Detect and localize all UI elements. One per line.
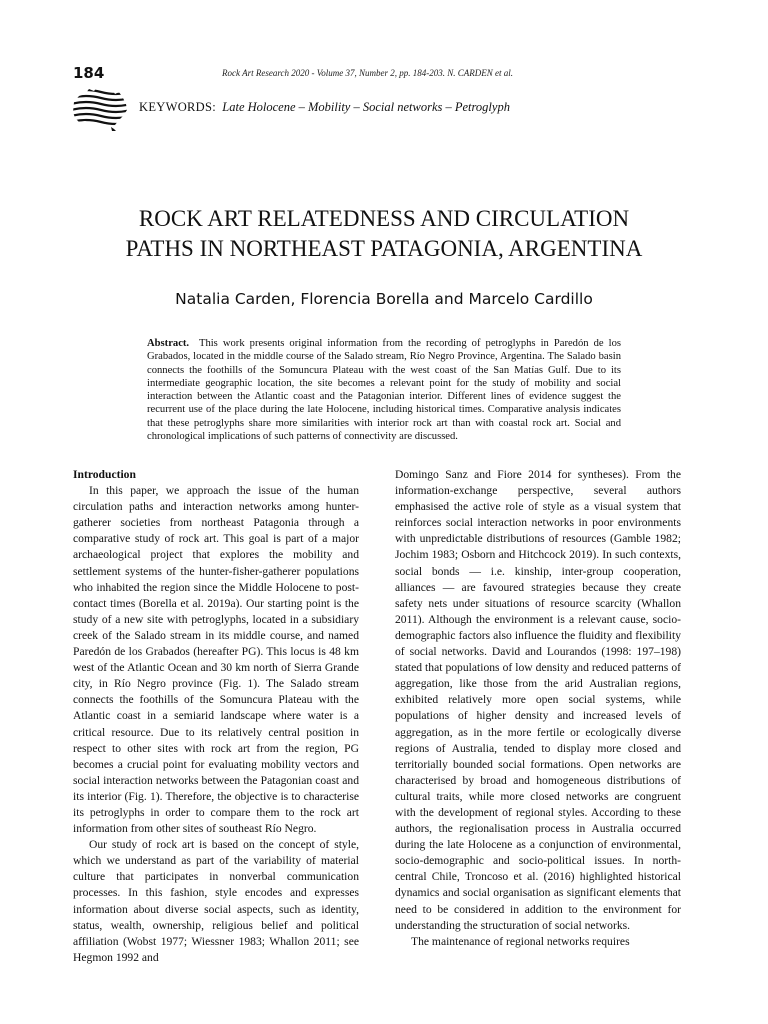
article-title	[60, 204, 708, 264]
keywords-label: KEYWORDS:	[139, 100, 217, 114]
title-line-1: ROCK ART RELATEDNESS AND CIRCULATION	[138, 206, 630, 231]
page-number: 184	[73, 64, 105, 82]
paragraph: Domingo Sanz and Fiore 2014 for syntheses). From the information-exchange perspective, several authors emphasised the active role of style as a visual system that reinforces social interaction networks in poor environments with unpredictable distributions of resources (Gamble 1982; Jochim 1983; Osborn and Hitchcock 2019). In such contexts, social bonds — i.e. kinship, inter-group cooperation, alliances — are favoured strategies because they create safety nets under situations of resource scarcity (Whallon 2011). Although the environment is a relevant cause, socio-demographic factors also influence the fluidity and flexibility of social networks. David and Lourandos (1998: 197–198) stated that populations of low density and reduced patterns of aggregation, like those from the arid Australian regions, exhibited relatively more open social systems, while populations of higher density and increased levels of aggregation, as in the more fertile or ecologically diverse regions of Australia, tended to display more closed and territorially bounded social formations. Open networks are characterised by broad and homogeneous distributions of cultural traits, while more closed networks are congruent with the development of regional styles. According to these authors, the regionalisation process in Australia occurred during the late Holocene as a conjunction of environmental, socio-demographic and socio-political issues. In north-central Chile, Troncoso et al. (2016) highlighted historical dynamics and social organisation as significant elements that need to be considered in addition to the environment for understanding the structuration of social networks.	[395, 468, 681, 932]
left-column	[73, 467, 359, 966]
paragraph: In this paper, we approach the issue of the human circulation paths and interaction networks among hunter-gatherer societies from northeast Patagonia through a comparative study of rock art. This goal is part of a major archaeological project that explores the mobility and settlement systems of the hunter-fisher-gatherer populations who inhabited the region since the Middle Holocene to post-contact times (Borella et al. 2019a). Our starting point is the study of a new site with petroglyphs, located in a subsidiary creek of the Salado stream in its middle course, and named Paredón de los Grabados (hereafter PG). This locus is 48 km west of the Atlantic Ocean and 30 km north of Sierra Grande city, in Río Negro province (Fig. 1). The Salado stream connects the foothills of the Somuncura Plateau with the Atlantic coast in a semiarid landscape where water is a critical resource. Due to its relatively central position in respect to other sites with rock art from the region, PG becomes a crucial point for evaluating mobility vectors and social interaction networks between the Patagonian coast and its interior (Fig. 1). Therefore, the objective is to characterise its petroglyphs in order to compare them to the rock art information from other sites of southeast Río Negro.	[73, 484, 359, 836]
keywords	[139, 100, 510, 115]
introduction-heading: Introduction	[73, 468, 136, 481]
australia-map-logo-icon	[71, 82, 129, 132]
abstract	[147, 337, 621, 443]
right-column	[395, 467, 681, 950]
authors: Natalia Carden, Florencia Borella and Marcelo Cardillo	[175, 290, 593, 308]
paragraph: The maintenance of regional networks requires	[411, 934, 630, 948]
running-head: Rock Art Research 2020 - Volume 37, Number 2, pp. 184-203. N. CARDEN et al.	[222, 68, 513, 78]
title-line-2: PATHS IN NORTHEAST PATAGONIA, ARGENTINA	[125, 236, 643, 261]
abstract-text: This work presents original information from the recording of petroglyphs in Paredón de los Grabados, located in the middle course of the Salado stream, Río Negro Province, Argentina. The Salado basin connects the foothills of the Somuncura Plateau with the west coast of the San Matías Gulf. Due to its intermediate geographic location, the site becomes a relevant point for the study of mobility and social interaction between the Atlantic coast and the Patagonian interior. Different lines of evidence suggest the recurrent use of the place during the late Holocene, including historical times. Comparative analysis indicates that these petroglyphs share more similarities with interior rock art than with coastal rock art. Social and chronological implications of such patterns of connectivity are discussed.	[147, 338, 621, 443]
abstract-label: Abstract.	[147, 338, 190, 349]
paragraph: Our study of rock art is based on the concept of style, which we understand as part of the variability of material culture that participates in nonverbal communication processes. In this fashion, style encodes and expresses information about diverse social aspects, such as identity, status, wealth, ownership, religious belief and political affiliation (Wobst 1977; Wiessner 1983; Whallon 2011; see Hegmon 1992 and	[73, 838, 359, 964]
keywords-terms: Late Holocene – Mobility – Social networks – Petroglyph	[222, 100, 510, 114]
